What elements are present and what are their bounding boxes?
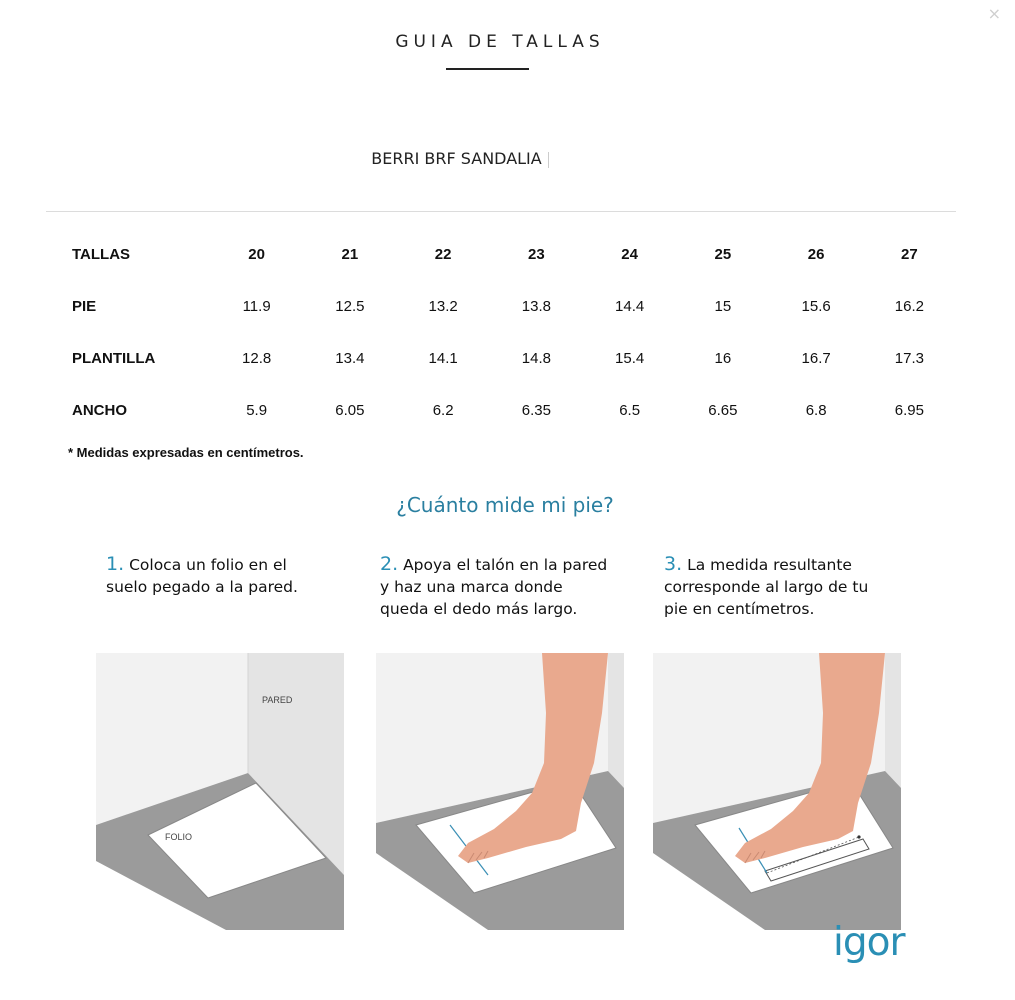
table-row-pie [56, 280, 956, 332]
size-cell: 27 [901, 245, 918, 263]
size-cell: 23 [528, 245, 545, 263]
table-cell: 12.8 [242, 349, 272, 367]
row-label-tallas: TALLAS [72, 245, 131, 263]
step-line: Coloca un folio en el [129, 556, 287, 574]
table-cell: 13.4 [335, 349, 365, 367]
step-2-text [380, 553, 645, 620]
text-caret [548, 152, 549, 168]
table-cell: 15.4 [615, 349, 645, 367]
section-divider [46, 211, 956, 212]
table-cell: 16.2 [894, 297, 924, 315]
size-cell: 20 [248, 245, 265, 263]
table-cell: 6.95 [894, 401, 924, 419]
table-cell: 6.65 [708, 401, 738, 419]
table-cell: 6.8 [805, 401, 827, 419]
wall-label: PARED [262, 695, 293, 705]
illustration-step-1 [96, 653, 344, 930]
size-cell: 24 [621, 245, 638, 263]
paper-label: FOLIO [165, 832, 193, 842]
table-cell: 14.8 [521, 349, 551, 367]
guide-question: ¿Cuánto mide mi pie? [396, 493, 614, 517]
close-icon[interactable]: × [987, 4, 1001, 23]
size-table [56, 228, 956, 436]
table-cell: 13.2 [428, 297, 458, 315]
product-name-text: BERRI BRF SANDALIA [371, 149, 542, 168]
step-line: La medida resultante [687, 556, 852, 574]
step-line: suelo pegado a la pared. [106, 578, 298, 596]
row-label-ancho: ANCHO [72, 401, 127, 419]
row-label-pie: PIE [72, 297, 97, 315]
igor-logo: igor [833, 920, 905, 965]
table-cell: 12.5 [335, 297, 365, 315]
step-1-text [106, 553, 346, 598]
illustration-step-3 [653, 653, 901, 930]
title-underline [446, 68, 529, 70]
step-line: corresponde al largo de tu [664, 578, 869, 596]
table-cell: 11.9 [242, 297, 271, 315]
step-line: pie en centímetros. [664, 600, 815, 618]
table-cell: 16.7 [801, 349, 831, 367]
size-cell: 22 [434, 245, 452, 263]
step-line: Apoya el talón en la pared [403, 556, 608, 574]
modal-title: GUIA DE TALLAS [395, 32, 605, 52]
table-cell: 17.3 [894, 349, 924, 367]
table-row-plantilla [56, 332, 956, 384]
table-cell: 13.8 [521, 297, 551, 315]
size-cell: 26 [807, 245, 825, 263]
product-name [0, 149, 920, 168]
step-number: 1. [106, 553, 125, 575]
table-cell: 6.2 [432, 401, 454, 419]
illustration-step-2 [376, 653, 624, 930]
table-cell: 14.1 [428, 349, 458, 367]
table-cell: 6.05 [335, 401, 365, 419]
step-line: y haz una marca donde [380, 578, 563, 596]
size-cell: 21 [341, 245, 359, 263]
step-number: 3. [664, 553, 683, 575]
table-cell: 15 [714, 297, 732, 315]
table-cell: 16 [714, 349, 732, 367]
table-cell: 6.35 [521, 401, 551, 419]
table-cell: 14.4 [615, 297, 645, 315]
table-cell: 6.5 [619, 401, 641, 419]
table-row-ancho [56, 384, 956, 436]
size-cell: 25 [714, 245, 732, 263]
table-cell: 15.6 [801, 297, 831, 315]
step-number: 2. [380, 553, 399, 575]
step-3-text [664, 553, 914, 620]
measurement-note: * Medidas expresadas en centímetros. [68, 445, 304, 460]
step-line: queda el dedo más largo. [380, 600, 578, 618]
size-header-row [56, 228, 956, 280]
row-label-plantilla: PLANTILLA [72, 349, 156, 367]
table-cell: 5.9 [246, 401, 268, 419]
